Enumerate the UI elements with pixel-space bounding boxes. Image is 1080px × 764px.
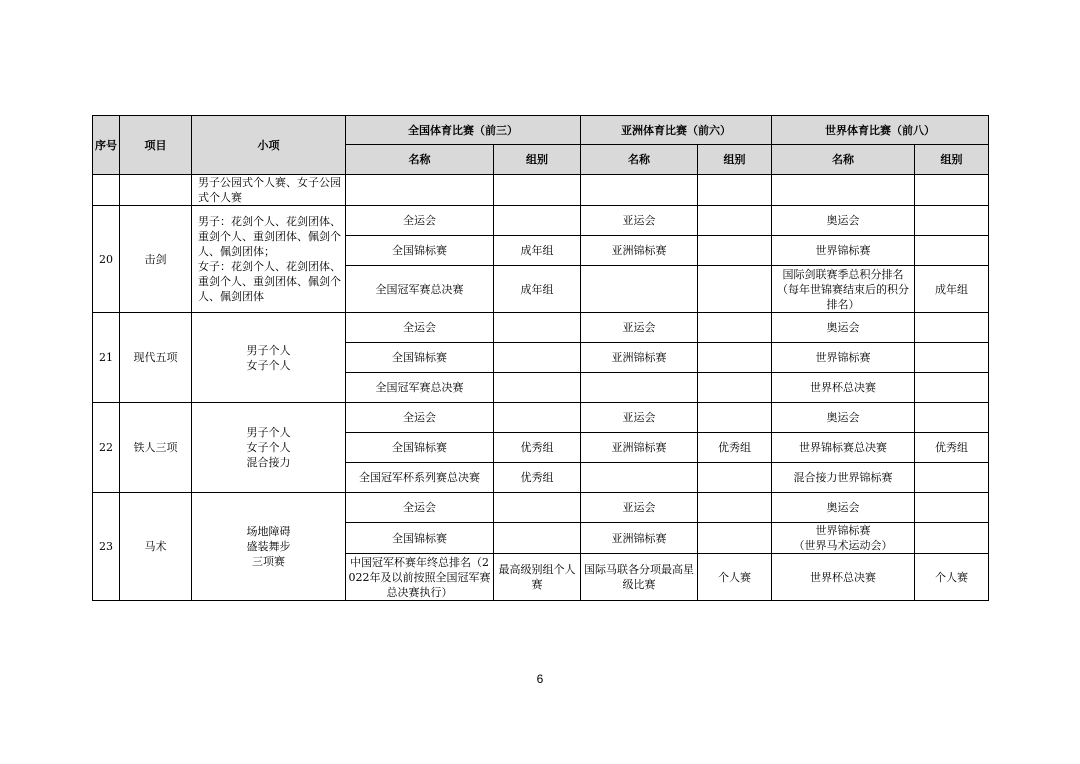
cell-national-group [494,373,581,403]
cell-sub-item: 男子：花剑个人、花剑团体、重剑个人、重剑团体、佩剑个人、佩剑团体； 女子：花剑个人、花剑团体、重剑个人、重剑团体、佩剑个人、佩剑团体 [192,206,346,313]
header-seq: 序号 [93,116,120,175]
cell-sub-item: 男子个人 女子个人 [192,313,346,403]
cell-project: 铁人三项 [120,403,192,493]
cell-asian-name [581,373,698,403]
cell-seq: 23 [93,493,120,601]
cell-national-group: 优秀组 [494,433,581,463]
header-national: 全国体育比赛（前三） [346,116,581,145]
header-world-name: 名称 [772,145,915,175]
cell-world-name: 混合接力世界锦标赛 [772,463,915,493]
cell-asian-name: 亚洲锦标赛 [581,523,698,554]
cell-national-name: 全国冠军赛总决赛 [346,373,494,403]
cell-asian-name [581,266,698,313]
cell-world-group [915,175,989,206]
cell-national-name: 全运会 [346,313,494,343]
cell-world-group [915,463,989,493]
cell-world-name: 世界杯总决赛 [772,373,915,403]
cell-world-name: 世界锦标赛 [772,236,915,266]
cell-national-name: 全国锦标赛 [346,433,494,463]
cell-asian-name: 亚运会 [581,493,698,523]
cell-world-name: 世界锦标赛 （世界马术运动会） [772,523,915,554]
cell-asian-name [581,463,698,493]
cell-asian-name: 亚洲锦标赛 [581,236,698,266]
table-row-carry-over [93,175,989,206]
cell-national-group: 最高级别组个人赛 [494,554,581,601]
cell-project [120,175,192,206]
cell-asian-name: 亚运会 [581,403,698,433]
cell-world-name: 世界杯总决赛 [772,554,915,601]
cell-asian-name: 亚运会 [581,206,698,236]
cell-national-name: 全运会 [346,206,494,236]
cell-world-name: 奥运会 [772,206,915,236]
cell-sub-item: 男子公园式个人赛、女子公园式个人赛 [192,175,346,206]
cell-national-group [494,313,581,343]
cell-asian-group [698,403,772,433]
cell-asian-group [698,493,772,523]
cell-asian-name: 国际马联各分项最高星级比赛 [581,554,698,601]
cell-asian-group: 个人赛 [698,554,772,601]
cell-national-name: 中国冠军杯赛年终总排名（2022年及以前按照全国冠军赛总决赛执行） [346,554,494,601]
cell-project: 马术 [120,493,192,601]
cell-seq: 20 [93,206,120,313]
cell-world-group [915,373,989,403]
cell-world-group: 成年组 [915,266,989,313]
cell-national-group: 优秀组 [494,463,581,493]
cell-world-group [915,523,989,554]
cell-national-name: 全运会 [346,403,494,433]
cell-asian-group [698,266,772,313]
cell-national-group: 成年组 [494,266,581,313]
cell-asian-group [698,175,772,206]
cell-sub-item: 场地障碍 盛装舞步 三项赛 [192,493,346,601]
cell-world-name: 奥运会 [772,313,915,343]
header-asian: 亚洲体育比赛（前六） [581,116,772,145]
cell-national-group [494,343,581,373]
cell-world-group [915,313,989,343]
table-row [93,493,989,523]
cell-world-group [915,493,989,523]
table-row [93,206,989,236]
cell-asian-group [698,343,772,373]
cell-asian-group [698,373,772,403]
cell-world-name: 奥运会 [772,493,915,523]
cell-asian-group [698,313,772,343]
cell-national-group [494,493,581,523]
header-national-group: 组别 [494,145,581,175]
page-number: 6 [536,672,544,686]
cell-project: 击剑 [120,206,192,313]
cell-national-name [346,175,494,206]
header-asian-name: 名称 [581,145,698,175]
cell-world-name: 国际剑联赛季总积分排名（每年世锦赛结束后的积分排名） [772,266,915,313]
header-world-group: 组别 [915,145,989,175]
header-sub-item: 小项 [192,116,346,175]
table-row [93,313,989,343]
header-world: 世界体育比赛（前八） [772,116,989,145]
cell-national-name: 全运会 [346,493,494,523]
cell-world-group: 个人赛 [915,554,989,601]
cell-asian-group [698,523,772,554]
cell-national-group [494,403,581,433]
cell-world-name: 世界锦标赛 [772,343,915,373]
table-row [93,403,989,433]
cell-world-name: 奥运会 [772,403,915,433]
cell-asian-group [698,206,772,236]
cell-seq: 22 [93,403,120,493]
cell-asian-group [698,463,772,493]
cell-national-group: 成年组 [494,236,581,266]
cell-world-group [915,403,989,433]
cell-asian-name: 亚洲锦标赛 [581,343,698,373]
cell-project: 现代五项 [120,313,192,403]
header-project: 项目 [120,116,192,175]
header-asian-group: 组别 [698,145,772,175]
header-national-name: 名称 [346,145,494,175]
cell-world-group [915,206,989,236]
cell-world-group: 优秀组 [915,433,989,463]
cell-world-group [915,343,989,373]
cell-asian-group [698,236,772,266]
cell-asian-name: 亚洲锦标赛 [581,433,698,463]
cell-national-name: 全国冠军赛总决赛 [346,266,494,313]
cell-national-name: 全国冠军杯系列赛总决赛 [346,463,494,493]
cell-seq [93,175,120,206]
cell-world-group [915,236,989,266]
cell-national-group [494,206,581,236]
cell-sub-item: 男子个人 女子个人 混合接力 [192,403,346,493]
cell-national-group [494,175,581,206]
cell-asian-name: 亚运会 [581,313,698,343]
cell-national-name: 全国锦标赛 [346,523,494,554]
cell-world-name [772,175,915,206]
cell-seq: 21 [93,313,120,403]
competition-table [92,115,989,601]
cell-world-name: 世界锦标赛总决赛 [772,433,915,463]
cell-national-group [494,523,581,554]
cell-national-name: 全国锦标赛 [346,236,494,266]
cell-asian-name [581,175,698,206]
cell-national-name: 全国锦标赛 [346,343,494,373]
cell-asian-group: 优秀组 [698,433,772,463]
